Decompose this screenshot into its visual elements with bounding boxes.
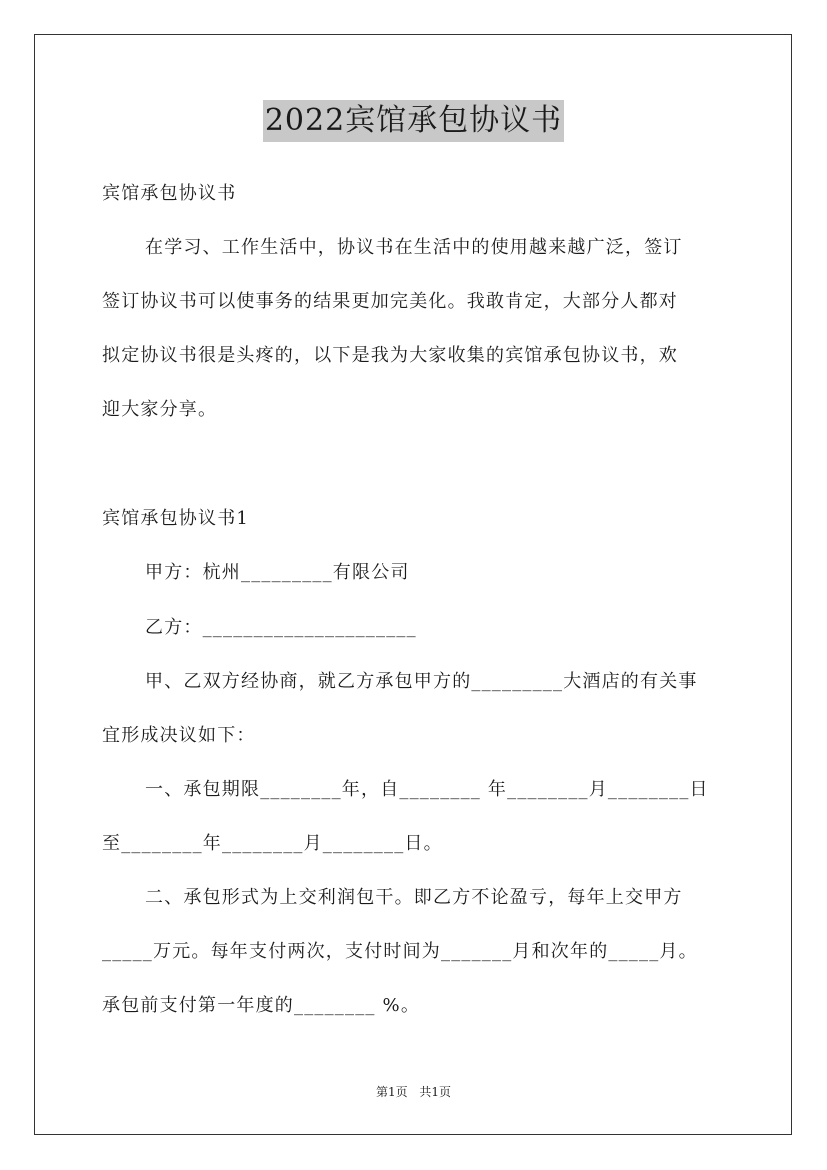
intro-line-1: 在学习、工作生活中，协议书在生活中的使用越来越广泛，签订 <box>145 237 683 258</box>
intro-line-2: 签订协议书可以使事务的结果更加完美化。我敢肯定，大部分人都对 <box>102 291 678 312</box>
document-title: 2022宾馆承包协议书 <box>263 100 564 142</box>
intro-line-3: 拟定协议书很是头疼的，以下是我为大家收集的宾馆承包协议书，欢 <box>102 345 678 366</box>
clause2-line-3: 承包前支付第一年度的________ %。 <box>102 995 421 1016</box>
party-b-line: 乙方：_____________________ <box>145 617 417 638</box>
page-number: 第1页 <box>375 1085 408 1099</box>
document-subtitle: 宾馆承包协议书 <box>102 183 237 204</box>
party-a-line: 甲方：杭州_________有限公司 <box>145 562 410 583</box>
clause1-line-1: 一、承包期限________年，自________ 年________月________日 <box>145 779 709 800</box>
agreement-line-2: 宜形成决议如下： <box>102 725 256 746</box>
agreement-line-1: 甲、乙双方经协商，就乙方承包甲方的_________大酒店的有关事 <box>145 671 698 692</box>
clause1-line-2: 至________年________月________日。 <box>102 833 443 854</box>
clause2-line-1: 二、承包形式为上交利润包干。即乙方不论盈亏，每年上交甲方 <box>145 887 683 908</box>
section-title: 宾馆承包协议书1 <box>102 508 250 529</box>
title-container <box>0 100 827 142</box>
intro-line-4: 迎大家分享。 <box>102 399 218 420</box>
page-footer <box>0 1084 827 1100</box>
clause2-line-2: _____万元。每年支付两次，支付时间为_______月和次年的_____月。 <box>102 941 698 962</box>
total-pages: 共1页 <box>419 1085 452 1099</box>
